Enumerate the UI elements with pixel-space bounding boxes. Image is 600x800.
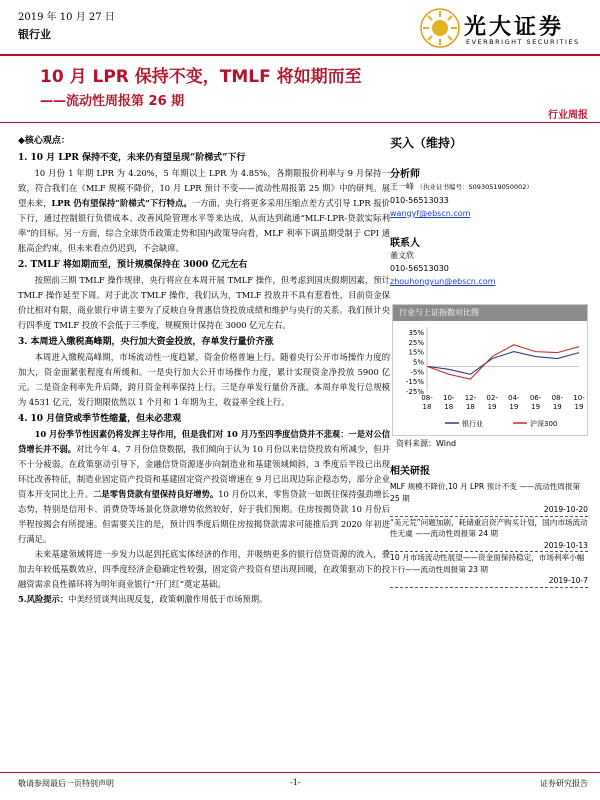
x-tick-label: 02- [486,394,498,402]
paragraph-emphasis: 二是零售贷款有望保持良好增势。 [93,489,219,499]
risk-note [18,592,390,607]
core-label: ◆核心观点： [18,136,70,146]
related-report-date: 2019-10-20 [390,504,588,517]
related-reports [390,462,588,588]
x-tick-label: 08- [551,394,564,402]
section-paragraph [18,350,390,410]
section-paragraph [18,427,390,547]
sun-logo-icon [420,8,460,48]
x-tick-label: 19 [552,403,562,411]
section-heading: 2. TMLF 将如期而至，预计规模保持在 3000 亿元左右 [18,260,248,270]
y-tick-label: 25% [408,338,424,347]
section-paragraph [18,273,390,333]
x-tick-label: 06- [529,394,542,402]
section-heading: 4. 10 月信贷或季节性缩量，但未必悲观 [18,414,182,424]
page-number: -1- [290,778,301,787]
legend-label: 沪深300 [530,420,558,428]
related-report-date: 2019-10-13 [390,540,588,553]
header-divider [0,54,600,56]
legend-label: 银行业 [462,420,483,428]
x-tick-label: 18 [465,403,475,411]
footer-disclaimer: 敬请参阅最后一页特别声明 [18,779,114,788]
section-paragraph [18,547,390,592]
y-tick-label: -15% [405,378,424,387]
y-tick-label: 15% [408,348,424,357]
page-subtitle: ——流动性周报第 26 期 [40,94,185,109]
company-logo [420,8,590,50]
paragraph-emphasis: 10 月份季节性因素仍将发挥主导作用，但是我们对 10 月乃至四季度信贷并不悲观：一是对公信贷增长并不弱。 [18,429,390,454]
contact-email-link[interactable]: zhouhongyun@ebscn.com [390,277,496,286]
x-tick-label: 04- [508,394,520,402]
contact-heading: 联系人 [390,238,420,249]
report-date: 2019 年 10 月 27 日 [18,12,115,23]
y-tick-label: 35% [408,328,424,337]
section-paragraph [18,166,390,256]
y-tick-label: 5% [412,358,424,367]
related-report-title[interactable]: MLF 规模不降价,10 月 LPR 预计不变 ——流动性周报第 25 期 [390,482,581,503]
x-tick-label: 19 [487,403,497,411]
series-line-0 [427,352,579,375]
paragraph-text: 未来基建领域将进一步发力以起到托底实体经济的作用，并吸纳更多的银行信贷资源的流入，叠加去年较低基数效应，四季度经济企稳确定性较强，固定资产投资有望出现回暖，在政策驱动下的投融资需求良性循环将为明年商业银行“开门红”奠定基础。 [18,549,390,589]
x-tick-label: 18 [444,403,454,411]
main-content [18,132,390,607]
y-tick-label: -5% [410,368,424,377]
contact-name: 董文欣 [390,251,414,260]
chart-plot [393,321,587,435]
logo-text-en: EVERBRIGHT SECURITIES [466,38,580,46]
contact-phone: 010-56513030 [390,264,449,273]
related-report-title[interactable]: “美元荒”问题加剧，耗储重启资产购买计划，国内市场流动性无虞 ——流动性周报第 24 期 [390,517,588,538]
analyst-info [390,180,588,194]
analyst-heading: 分析师 [390,169,420,180]
paragraph-text: 按照前三期 TMLF 操作规律，央行将应在本周开展 TMLF 操作，但考虑到国庆假期因素，预计 TMLF 操作延至下周。对于此次 TMLF 操作，我们认为，TMLF 投放并不具有惹看性，目前资金保价比相对有限，商业银行申请主要为了反映自身普惠信贷投放成绩和维护与央行的关系。我们预计央行四季度 TMLF 投放不会低于三季度，规模预计保持在 3000 亿元左右。 [18,275,390,330]
industry-label: 银行业 [18,28,51,41]
page-title: 10 月 LPR 保持不变，TMLF 将如期而至 [40,67,362,87]
x-tick-label: 10- [573,394,585,402]
x-tick-label: 08- [421,394,433,402]
paragraph-emphasis: LPR 仍有望保持“阶梯式”下行特点。 [51,198,192,208]
report-type: 行业周报 [548,110,588,121]
paragraph-text: 对比今年 4、7 月份信贷数据，我们倾向于认为 10 月份以来信贷投放有所减少，但并不十分疲弱。在政策驱动引导下，金融信贷资源逐步向制造业和基建领域倾斜，3 季度后半段已出现环比改善特征，制造业固定资产投资和基建固定资产投资增速在 9 月已出现边际企稳态势，部分企业资本开支同比上升。 [18,444,390,499]
analyst-license: （执业证书编号：S0930519050002） [416,183,533,191]
related-report-date: 2019-10-7 [390,575,588,588]
comparison-chart [392,304,588,436]
related-heading: 相关研报 [390,466,430,477]
paragraph-text: 本周进入缴税高峰期，市场流动性一度趋紧，资金价格普遍上行。随着央行公开市场操作力度的加大，资金面紧张程度有所缓和。一是央行加大公开市场操作力度，累计实现资金净投放 5900 亿元。二是资金利率先升后降，跨月资金利率保持上行。三是存单发行量价齐涨。本周存单发行总规模为 4531 亿元，发行期限依然以 1 个月和 1 年期为主，收益率全线上行。 [18,352,390,407]
y-tick-label: -25% [405,388,424,396]
title-divider [0,122,600,123]
footer-divider [0,772,600,773]
section-heading: 1. 10 月 LPR 保持不变，未来仍有望呈现“阶梯式”下行 [18,153,246,163]
risk-text: 中美经贸谈判出现反复，政策刺激作用低于市场预期。 [68,594,268,604]
x-tick-label: 18 [422,403,432,411]
section-heading: 3. 本周进入缴税高峰期，央行加大资金投放，存单发行量价齐涨 [18,337,274,347]
x-tick-label: 19 [574,403,584,411]
x-tick-label: 19 [531,403,541,411]
rating: 买入（维持） [390,136,463,150]
related-list [390,481,588,588]
x-tick-label: 12- [464,394,477,402]
chart-title: 行业与上证指数对比图 [393,305,587,321]
logo-text: 光大证券 [464,15,565,40]
x-tick-label: 10- [442,394,455,402]
x-tick-label: 19 [509,403,519,411]
series-line-1 [427,345,579,379]
analyst-email-link[interactable]: wangyf@ebscn.com [390,209,471,218]
analyst-name: 王一峰 [390,182,414,191]
risk-label: 5.风险提示： [18,594,69,604]
chart-source: 资料来源：Wind [396,439,457,448]
footer-label: 证券研究报告 [540,779,588,788]
sidebar [390,132,588,288]
paragraph-text: 10 月份 1 年期 LPR 为 4.20%，5 年期以上 LPR 为 4.85%，各期限报价利率与 9 月保持一致，符合我们在《MLF 规模不降价，10 月 LPR 预计不变——流动性周报第 25 期》中的研判。展望未来， [18,168,390,208]
paragraph-text: 一方面，央行将更多采用压缩点差方式引导 LPR 报价下行，通过控制银行负债成本、改善风险管理水平等来达成，从而达到疏通“MLF-LPR-贷款实际利率”的目标。另一方面，综合全球货币政策走势和国内政策导向看，MLF 利率下调虽期受制于 CPI 通胀高企约束，但未来看点仍迟到，不会缺席。 [18,198,390,253]
sections [18,151,390,592]
paragraph-text: 10 月份以来，零售贷款一如既往保持强劲增长态势，特别是信用卡、消费贷等场景化贷款增势依然较好，好于我们预期。住房按揭贷款 10 月份后半程按揭会有所提速。但需要关注的是，预计四季度后期住房按揭贷款需求可能推后到 2020 年初进行满足。 [18,489,390,544]
analyst-phone: 010-56513033 [390,196,449,205]
related-report-title[interactable]: 10 月市场流动性展望——资金面保持稳定，市场利率小幅下行——流动性周报第 23 期 [390,553,585,574]
